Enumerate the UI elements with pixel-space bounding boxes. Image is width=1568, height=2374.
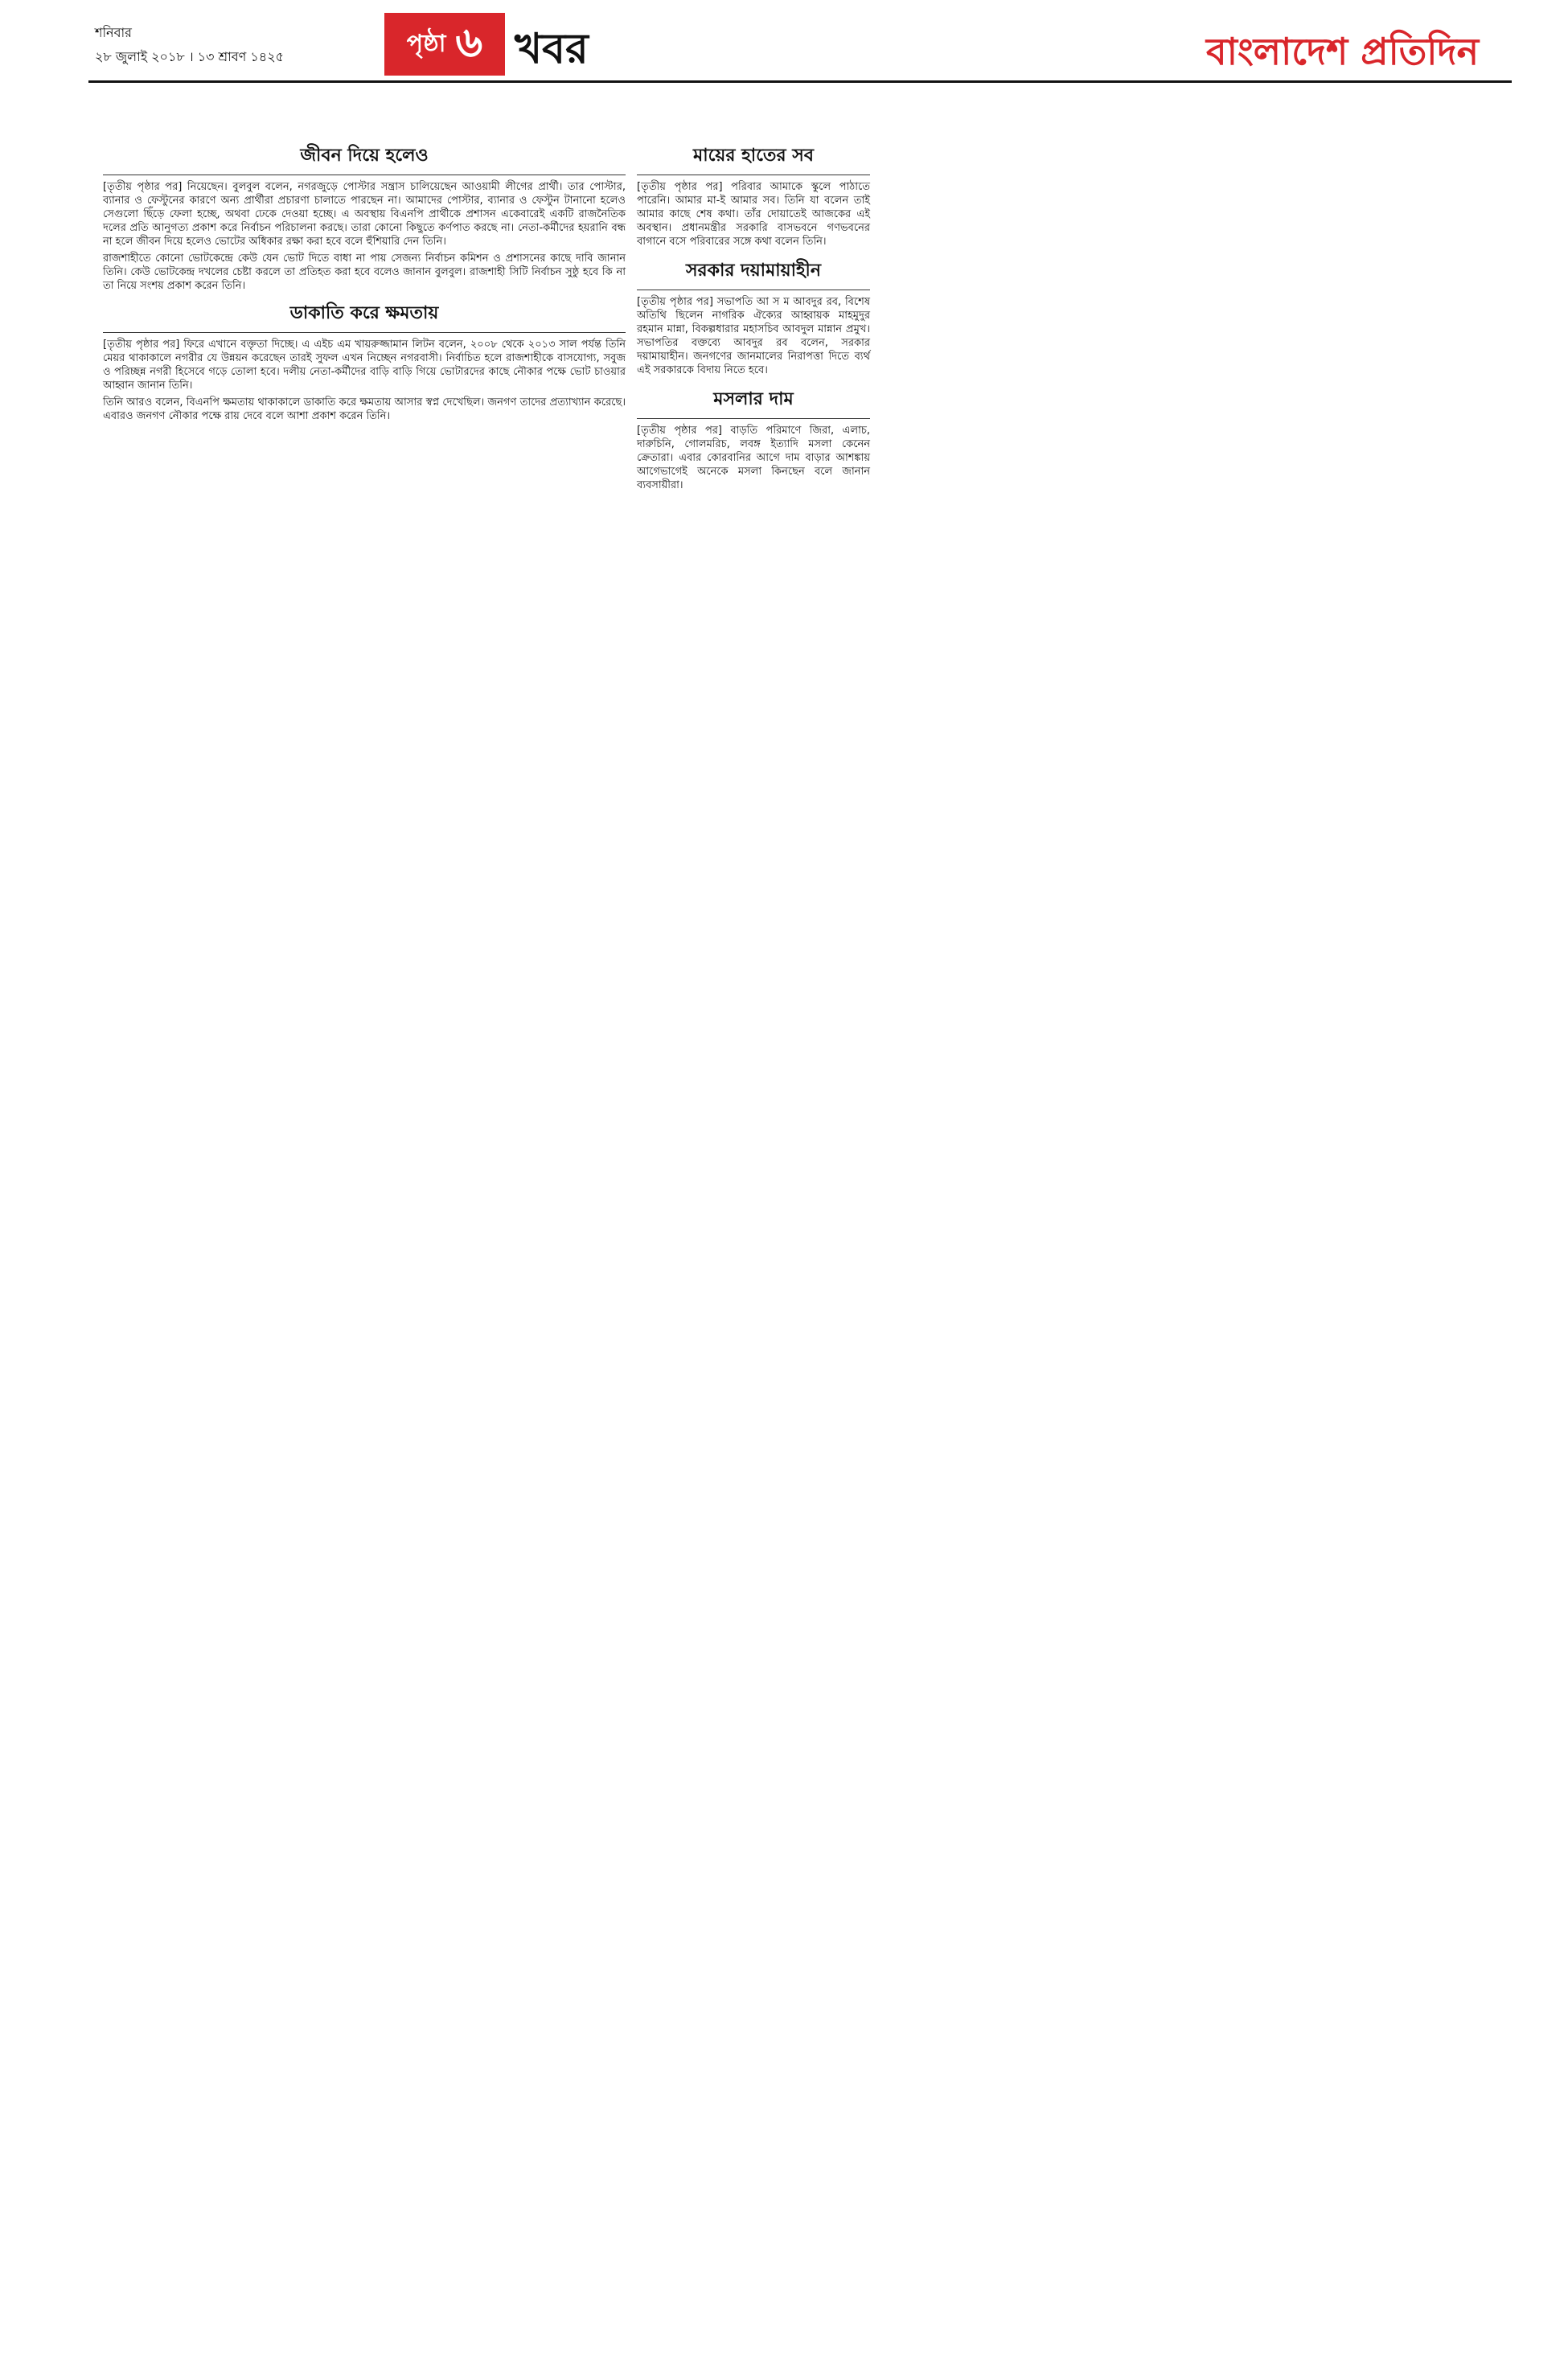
news-headline: মসলার দাম [637,385,870,419]
news-body [103,338,626,423]
news-column-2 [637,142,870,492]
news-body: [তৃতীয় পৃষ্ঠার পর] বাড়তি পরিমাণে জিরা, এলাচ, দারুচিনি, গোলমরিচ, লবঙ্গ ইত্যাদি মসলা কেনেন ক্রেতারা। এবার কোরবানির আগে দাম বাড়ার আশঙ্কায় আগেভাগেই অনেকে মসলা কিনছেন বলে জানান ব্যবসায়ীরা। [637,425,870,491]
news-headline: ডাকাতি করে ক্ষমতায় [103,299,626,333]
news-headline: জীবন দিয়ে হলেও [103,142,626,175]
news-paragraph: রাজশাহীতে কোনো ভোটকেন্দ্রে কেউ যেন ভোট দিতে বাধা না পায় সেজন্য নির্বাচন কমিশন ও প্রশাসনের কাছে দাবি জানান তিনি। কেউ ভোটকেন্দ্র দখলের চেষ্টা করলে তা প্রতিহত করা হবে বলেও জানান বুলবুল। রাজশাহী সিটি নির্বাচন সুষ্ঠু হবে কি না তা নিয়ে সংশয় প্রকাশ করেন তিনি। [103,253,626,292]
section-title: খবর [515,25,589,73]
news-headline: সরকার দয়ামায়াহীন [637,257,870,290]
news-paragraph: তিনি আরও বলেন, বিএনপি ক্ষমতায় থাকাকালে ডাকাতি করে ক্ষমতায় আসার স্বপ্ন দেখেছিল। জনগণ তাদের প্রত্যাখ্যান করেছে। এবারও জনগণ নৌকার পক্ষে রায় দেবে বলে আশা প্রকাশ করেন তিনি। [103,396,626,422]
page-prefix: পৃষ্ঠা [406,29,446,58]
news-paragraph: [তৃতীয় পৃষ্ঠার পর] নিয়েছেন। বুলবুল বলেন, নগরজুড়ে পোস্টার সন্ত্রাস চালিয়েছেন আওয়ামী লীগের প্রার্থী। তার পোস্টার, ব্যানার ও ফেস্টুনের কারণে অন্য প্রার্থীরা প্রচারণা চালাতে পারছেন না। আমাদের পোস্টার, ব্যানার ও ফেস্টুন টানানো হলেও সেগুলো ছিঁড়ে ফেলা হচ্ছে, অথবা ঢেকে দেওয়া হচ্ছে। এ অবস্থায় বিএনপি প্রার্থীকে প্রশাসন একেবারেই একটি রাজনৈতিক দলের প্রতি আনুগত্য প্রকাশ করে নির্বাচন পরিচালনা করছে। তারা কোনো কিছুতে কর্ণপাত করছে না। নেতা-কর্মীদের হয়রানি বন্ধ না হলে জীবন দিয়ে হলেও ভোটের অধিকার রক্ষা করা হবে বলে হুঁশিয়ারি দেন তিনি। [103,181,626,248]
news-body: [তৃতীয় পৃষ্ঠার পর] সভাপতি আ স ম আবদুর রব, বিশেষ অতিথি ছিলেন নাগরিক ঐক্যের আহ্বায়ক মাহমুদুর রহমান মান্না, বিকল্পধারার মহাসচিব আবদুল মান্নান প্রমুখ। সভাপতির বক্তব্যে আবদুর রব বলেন, সরকার দয়ামায়াহীন। জনগণের জানমালের নিরাপত্তা দিতে ব্যর্থ এই সরকারকে বিদায় নিতে হবে। [637,296,870,376]
news-column-1 [103,142,626,426]
news-body [103,180,626,293]
header-rule [88,80,1512,83]
page-number: ৬ [455,18,483,67]
header-date: ২৮ জুলাই ২০১৮ । ১৩ শ্রাবণ ১৪২৫ [95,49,284,64]
news-headline: মায়ের হাতের সব [637,142,870,175]
page-number-box [384,13,505,76]
news-body: [তৃতীয় পৃষ্ঠার পর] পরিবার আমাকে স্কুলে পাঠাতে পারেনি। আমার মা-ই আমার সব। তিনি যা বলেন তাই আমার কাছে শেষ কথা। তাঁর দোয়াতেই আজকের এই অবস্থান। প্রধানমন্ত্রীর সরকারি বাসভবনে গণভবনের বাগানে বসে পরিবারের সঙ্গে কথা বলেন তিনি। [637,181,870,248]
news-paragraph: [তৃতীয় পৃষ্ঠার পর] ফিরে এখানে বক্তৃতা দিচ্ছে। এ এইচ এম খায়রুজ্জামান লিটন বলেন, ২০০৮ থেকে ২০১৩ সাল পর্যন্ত তিনি মেয়র থাকাকালে নগরীর যে উন্নয়ন করেছেন তারই সুফল এখন নিচ্ছেন নগরবাসী। নির্বাচিত হলে রাজশাহীকে বাসযোগ্য, সবুজ ও পরিচ্ছন্ন নগরী হিসেবে গড়ে তোলা হবে। দলীয় নেতা-কর্মীদের বাড়ি বাড়ি গিয়ে ভোটারদের কাছে নৌকার পক্ষে ভোট চাওয়ার আহ্বান জানান তিনি। [103,339,626,392]
brand-logo: বাংলাদেশ প্রতিদিন [1206,30,1480,73]
header-day: শনিবার [95,25,132,40]
